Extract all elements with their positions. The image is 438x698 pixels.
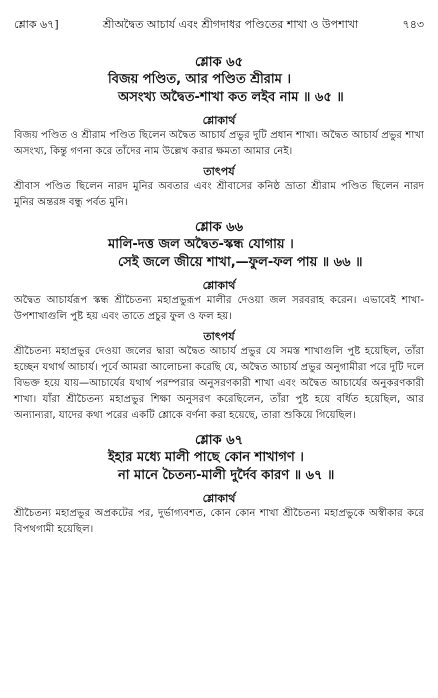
verse-line-1: বিজয় পণ্ডিত, আর পণ্ডিত শ্রীরাম ।	[108, 72, 292, 87]
translation-label: শ্লোকার্থ	[202, 114, 236, 127]
verse-number: শ্লোক ৬৭	[194, 433, 244, 448]
verse-66	[14, 219, 424, 272]
purport-text: শ্রীবাস পণ্ডিত ছিলেন নারদ মুনির অবতার এবং শ্রীবাসের কনিষ্ঠ ভ্রাতা শ্রীরাম পণ্ডিত ছিলেন নারদ মুনির অন্তরঙ্গ বন্ধু পর্বত মুনি।	[14, 181, 424, 208]
translation-label: শ্লোকার্থ	[202, 492, 236, 505]
running-header	[14, 18, 424, 32]
translation-text: অদ্বৈত আচার্যরূপ স্কন্ধ শ্রীচৈতন্য মহাপ্রভুরূপ মালীর দেওয়া জল সরবরাহ করেন। এভাবেই শাখা-উপশাখাগুলি পুষ্ট হয় এবং তাতে প্রচুর ফুল ও ফল হয়।	[14, 295, 424, 322]
header-chapter-title: শ্রীঅদ্বৈত আচার্য এবং শ্রীগদাধর পণ্ডিতের শাখা ও উপশাখা	[102, 18, 359, 31]
purport-label: তাৎপর্য	[203, 165, 235, 178]
verse-67	[14, 432, 424, 485]
verse-number: শ্লোক ৬৫	[194, 55, 244, 70]
verse-line-1: মালি-দত্ত জল অদ্বৈত-স্কন্ধ যোগায় ।	[108, 237, 294, 252]
translation-label: শ্লোকার্থ	[202, 279, 236, 292]
purport-label: তাৎপর্য	[203, 330, 235, 343]
page-number: ৭৪৩	[402, 18, 424, 31]
translation-text: বিজয় পণ্ডিত ও শ্রীরাম পণ্ডিত ছিলেন অদ্বৈত আচার্য প্রভুর দুটি প্রধান শাখা। অদ্বৈত আচার্য প্রভুর শাখা অসংখ্য, কিন্তু গণনা করে তাঁদের নাম উল্লেখ করার ক্ষমতা আমার নেই।	[14, 130, 424, 157]
purport-text: শ্রীচৈতন্য মহাপ্রভুর দেওয়া জলের দ্বারা অদ্বৈত আচার্য প্রভুর যে সমস্ত শাখাগুলি পুষ্ট হয়েছিল, তাঁরা হচ্ছেন যথার্থ আচার্য। পূর্বে আমরা আলোচনা করেছি যে, অদ্বৈত আচার্য প্রভুর অনুগামীরা পরে দুটি দলে বিভক্ত হয়ে যায়—আচার্যের যথার্থ পরম্পরার অনুসরণকারী শাখা এবং অদ্বৈত আচার্যের অনুকরণকারী শাখা। যাঁরা শ্রীচৈতন্য মহাপ্রভুর শিক্ষা অনুসরণ করেছিলেন, তাঁরা পুষ্ট হয়ে বর্ধিত হয়েছিল, আর অন্যান্যরা, যাদের কথা পরের একটি শ্লোকে বর্ণনা করা হয়েছে, তারা শুকিয়ে গিয়েছিল।	[14, 346, 424, 421]
verse-65	[14, 54, 424, 107]
verse-number: শ্লোক ৬৬	[194, 220, 244, 235]
header-verse-ref: শ্লোক ৬৭]	[14, 18, 59, 31]
verse-line-2: অসংখ্য অদ্বৈত-শাখা কত লইব নাম ॥ ৬৫ ॥	[118, 90, 344, 105]
verse-line-1: ইহার মধ্যে মালী পাছে কোন শাখাগণ ।	[108, 450, 304, 465]
verse-line-2: সেই জলে জীয়ে শাখা,—ফুল-ফল পায় ॥ ৬৬ ॥	[118, 255, 363, 270]
verse-line-2: না মানে চৈতন্য-মালী দুর্দৈব কারণ ॥ ৬৭ ॥	[118, 468, 335, 483]
translation-text: শ্রীচৈতন্য মহাপ্রভুর অপ্রকটের পর, দুর্ভাগ্যবশত, কোন কোন শাখা শ্রীচৈতন্য মহাপ্রভুকে অস্বীকার করে বিপথগামী হয়েছিল।	[14, 508, 424, 535]
